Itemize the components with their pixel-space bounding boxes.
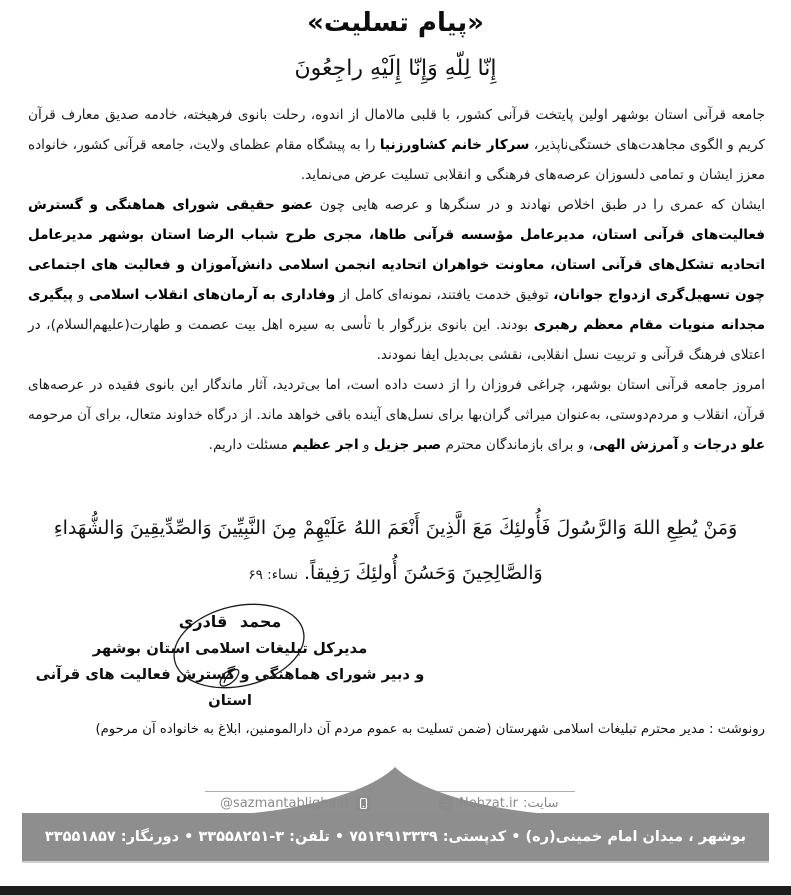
- text-run-bold: صبر جزیل: [373, 437, 442, 453]
- social-handle-text: @sazmantablighaat: [220, 795, 350, 811]
- text-run: ، و برای بازماندگان محترم: [441, 437, 593, 453]
- bottom-black-strip: [0, 886, 791, 895]
- text-run: و: [73, 287, 89, 303]
- text-run: امروز جامعه قرآنی استان بوشهر، چراغی فروزان را از دست داده است، اما بی‌تردید، آثار ماندگار این بانوی فقیده در عرصه‌های قرآن، انقلاب و مردم‌دوستی، به‌عنوان میراثی گران‌بها برای نسل‌های آینده باقی خواهد ماند. از درگاه خداوند متعال، برای آن مرحومه: [28, 377, 765, 423]
- condolence-paragraph-3: [28, 370, 765, 460]
- nisa-verse-text: وَالصَّالِحِينَ وَحَسُنَ أُولئِكَ رَفِيقاً.: [304, 562, 543, 584]
- text-run: مسئلت داریم.: [208, 437, 293, 453]
- text-run-bold: علو درجات: [693, 437, 765, 453]
- text-run: ایشان که عمری را در طبق اخلاص نهادند و در سنگرها و عرصه هایی چون: [313, 197, 765, 213]
- text-run-bold: پیگیری مجدانه منویات مقام معظم رهبری: [28, 287, 765, 333]
- signatory-role-1: مدیرکل تبلیغات اسلامی استان بوشهر: [92, 640, 368, 657]
- address-bar: بوشهر ، میدان امام خمینی(ره) • کدپستی: ۷۵۱۴۹۱۳۳۳۹ • تلفن: ۳-۳۳۵۵۸۲۵۱ • دورنگار: ۳۳۵۵۱۸۵۷: [22, 813, 769, 863]
- text-run: و: [678, 437, 694, 453]
- page-title: «پیام تسلیت»: [307, 8, 484, 38]
- text-run: جامعه قرآنی استان بوشهر اولین پایتخت قرآنی کشور، با قلبی مالامال از اندوه، رحلت بانوی فرهیخته، خادمه صدیق معارف قرآن کریم و الگوی مجاهدت‌های خستگی‌ناپذیر،: [28, 107, 765, 153]
- signatory-role-2: و دبیر شورای هماهنگی و گسترش فعالیت های قرآنی استان: [35, 666, 425, 709]
- phone-icon: [355, 795, 372, 812]
- social-handle: [220, 793, 372, 813]
- verse-reference: نساء: ۶۹: [248, 567, 298, 583]
- text-run: بودند. این بانوی بزرگوار با تأسی به سیره اهل بیت عصمت و طهارت(علیهم‌السلام)، در اعتلای فرهنگ قرآنی و تربیت نسل انقلابی، نقشی بی‌بدیل ایفا نمودند.: [28, 317, 765, 363]
- nisa-verse: [30, 506, 761, 598]
- signature-block: [28, 612, 432, 714]
- text-run: را به پیشگاه مقام عظمای ولایت، جامعه قرآنی کشور، خانواده معزز ایشان و تمامی دلسوزان عرصه‌های فرهنگی و انقلابی تسلیت عرض می‌نماید.: [28, 137, 765, 183]
- website-info: [438, 793, 559, 813]
- condolence-paragraph-1: [28, 100, 765, 190]
- text-run: و: [358, 437, 374, 453]
- text-run: توفیق خدمت یافتند، نمونه‌ای کامل از: [335, 287, 554, 303]
- nisa-verse-line1: وَمَنْ يُطِعِ اللهَ وَالرَّسُولَ فَأُولئِكَ مَعَ الَّذِينَ أَنْعَمَ اللهُ عَلَيْهِمْ مِنَ النَّبِيِّينَ وَالصِّدِّيقِينَ وَالشُّهَداءِ: [53, 517, 738, 539]
- positions-list: عضو حقیقی شورای هماهنگی و گسترش فعالیت‌های قرآنی استان، مدیرعامل مؤسسه قرآنی طاها، مجری طرح شباب الرضا استان بوشهر مدیرعامل اتحادیه تشکل‌های قرآنی استان، معاونت خواهران اتحادیه انجمن اسلامی دانش‌آموزان و فعالیت های اجتماعی چون تسهیل‌گری ازدواج جوانان،: [28, 197, 765, 303]
- text-run-bold: آمرزش الهی: [592, 437, 679, 453]
- text-run-bold: وفاداری به آرمان‌های انقلاب اسلامی: [88, 287, 336, 303]
- site-url: Nehzat.ir: [459, 795, 518, 811]
- letter-body: [28, 100, 765, 460]
- signatory-name: محمد قادری: [178, 612, 282, 631]
- nisa-verse-line2: [30, 551, 761, 598]
- istirja-verse: إِنّا لِلّهِ وَإِنّا إِلَيْهِ راجِعُونَ: [294, 56, 497, 81]
- globe-icon: [438, 795, 454, 811]
- deceased-name: سرکار خانم کشاورزنیا: [379, 137, 530, 153]
- condolence-paragraph-2: [28, 190, 765, 370]
- copy-note: رونوشت : مدیر محترم تبلیغات اسلامی شهرستان (ضمن تسلیت به عموم مردم آن دارالمومنین، ابلاغ به خانواده آن مرحوم): [95, 722, 765, 737]
- site-label: سایت:: [522, 795, 559, 811]
- text-run-bold: اجر عظیم: [292, 437, 359, 453]
